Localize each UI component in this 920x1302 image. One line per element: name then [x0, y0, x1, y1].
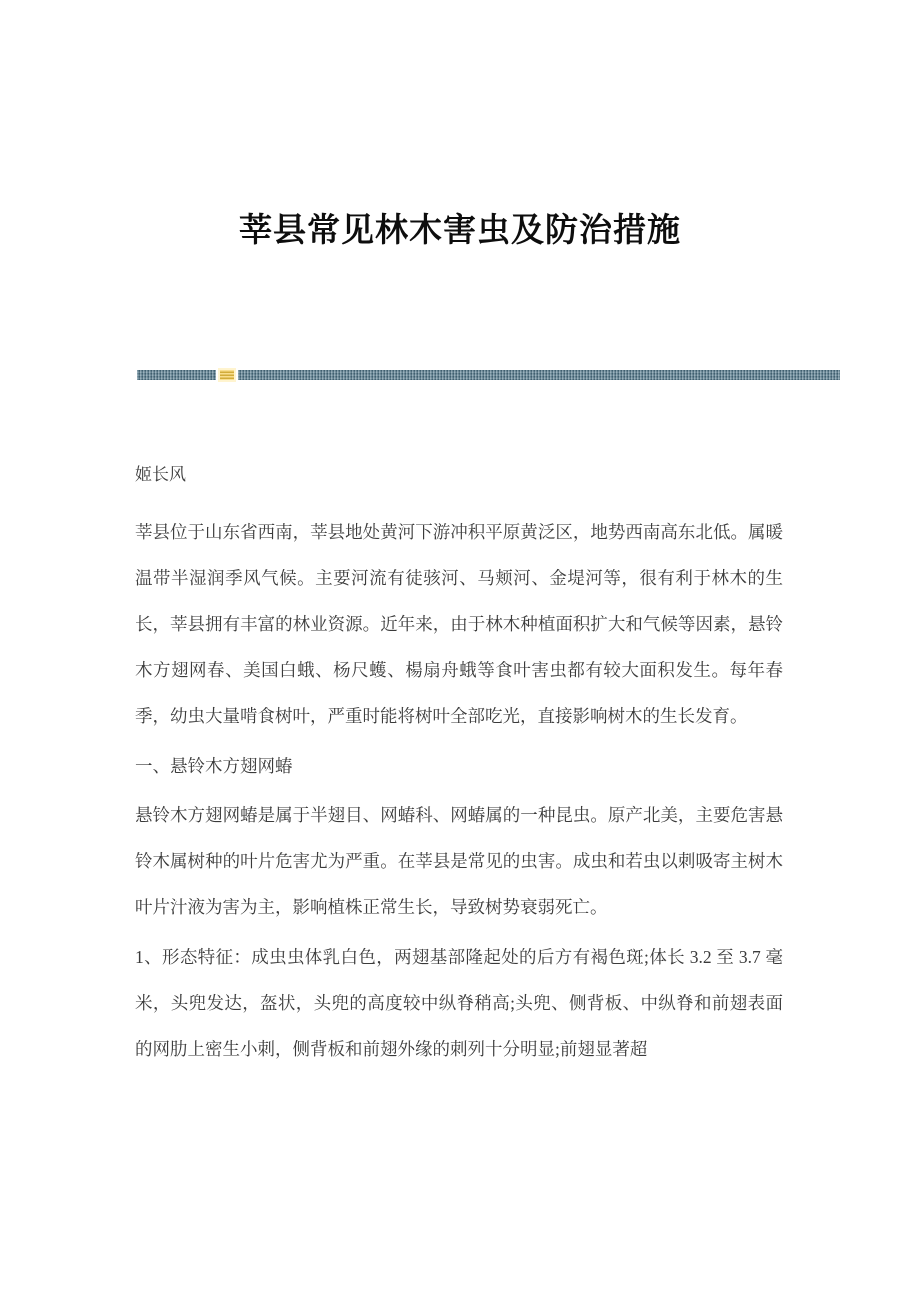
page-title: 莘县常见林木害虫及防治措施 [239, 213, 681, 249]
paragraph-intro: 莘县位于山东省西南，莘县地处黄河下游冲积平原黄泛区，地势西南高东北低。属暖温带半湿润季风气候。主要河流有徒骇河、马颊河、金堤河等，很有利于林木的生长，莘县拥有丰富的林业资源。近年来，由于林木种植面积扩大和气候等因素，悬铃木方翅网春、美国白蛾、杨尺蠖、楊扇舟蛾等食叶害虫都有较大面积发生。每年春季，幼虫大量啃食树叶，严重时能将树叶全部吃光，直接影响树木的生长发育。 [135, 522, 783, 726]
divider-accent-square-icon [218, 368, 236, 382]
author-byline: 姬长风 [135, 465, 186, 484]
divider-segment-left [137, 370, 216, 380]
document-body [135, 462, 783, 1072]
paragraph-section-1-body: 悬铃木方翅网蝽是属于半翅目、网蝽科、网蝽属的一种昆虫。原产北美，主要危害悬铃木属树种的叶片危害尤为严重。在莘县是常见的虫害。成虫和若虫以刺吸寄主树木叶片汁液为害为主，影响植株正常生长，导致树势衰弱死亡。 [135, 805, 783, 918]
paragraph-section-1-item-1: 1、形态特征：成虫虫体乳白色，两翅基部隆起处的后方有褐色斑;体长 3.2 至 3.7 毫米，头兜发达，盔状，头兜的高度较中纵脊稍高;头兜、侧背板、中纵脊和前翅表面的网肋上密生小刺，侧背板和前翅外缘的刺列十分明显;前翅显著超 [135, 946, 783, 1059]
decorative-divider [137, 368, 840, 382]
divider-segment-right [238, 370, 840, 380]
section-heading-1: 一、悬铃木方翅网蝽 [135, 755, 293, 776]
